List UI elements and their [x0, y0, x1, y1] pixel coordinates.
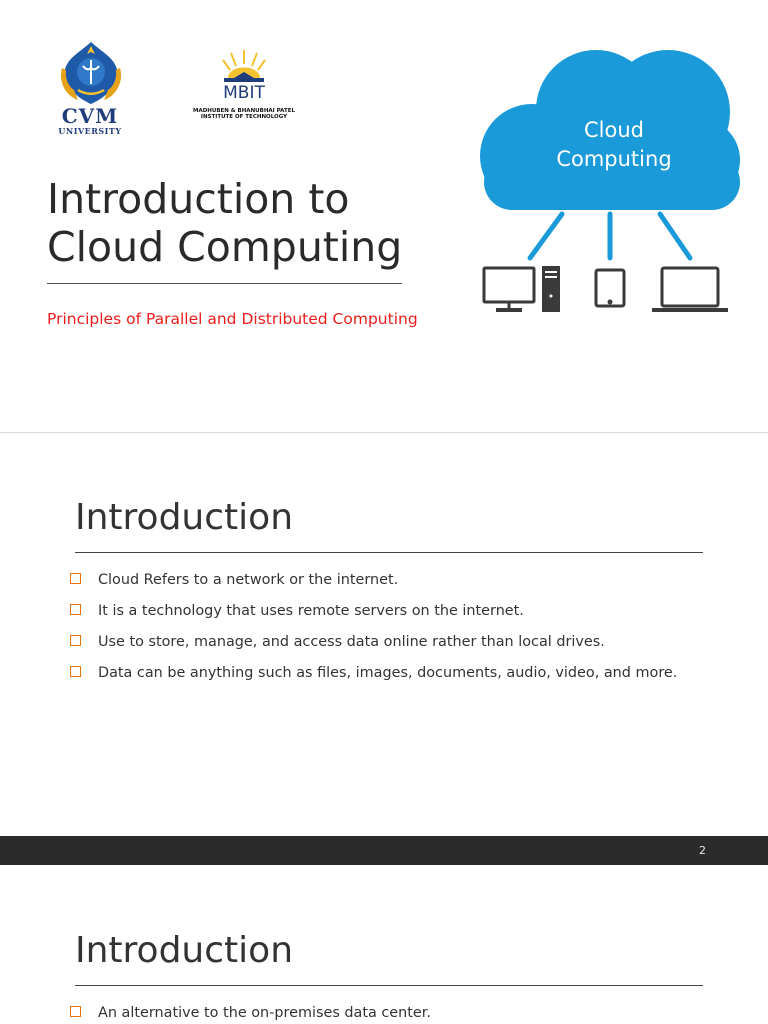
page-number: 2 — [699, 844, 706, 857]
tablet-icon — [596, 270, 624, 306]
laptop-icon — [652, 268, 728, 310]
list-item-text: An alternative to the on-premises data center. — [98, 1005, 431, 1021]
checkbox-bullet-icon — [70, 1006, 81, 1017]
slide-title: Introduction — [75, 497, 294, 538]
checkbox-bullet-icon — [70, 573, 81, 584]
slide-footer-bar — [0, 836, 768, 865]
presentation-title-line2: Cloud Computing — [47, 223, 403, 271]
cloud-label-line2: Computing — [556, 147, 672, 171]
mbit-sun-icon — [220, 46, 268, 86]
mbit-logo-text: MBIT — [223, 83, 265, 103]
list-item — [70, 570, 702, 590]
introduction-slide-continued — [0, 865, 768, 1024]
cvm-logo-subtext: UNIVERSITY — [58, 126, 122, 136]
cvm-emblem-icon — [56, 38, 126, 108]
bullet-list — [70, 570, 702, 694]
list-item-text: It is a technology that uses remote servers on the internet. — [98, 603, 524, 619]
desktop-computer-icon — [484, 268, 534, 310]
cloud-computing-illustration — [476, 44, 746, 324]
connection-lines — [530, 214, 690, 258]
mbit-logo-subtext-line1: MADHUBEN & BHANUBHAI PATEL — [192, 108, 296, 114]
introduction-slide — [0, 433, 768, 836]
list-item — [70, 632, 702, 652]
checkbox-bullet-icon — [70, 604, 81, 615]
checkbox-bullet-icon — [70, 635, 81, 646]
title-divider — [47, 283, 402, 284]
checkbox-bullet-icon — [70, 666, 81, 677]
mbit-logo-subtext-line2: INSTITUTE OF TECHNOLOGY — [200, 114, 288, 120]
presentation-title-line1: Introduction to — [47, 175, 350, 223]
list-item-text: Cloud Refers to a network or the internet. — [98, 572, 399, 588]
cvm-logo-text: CVM — [61, 104, 119, 128]
cloud-label-line1: Cloud — [584, 118, 644, 142]
list-item — [70, 663, 702, 683]
title-slide — [0, 0, 768, 432]
slide-title: Introduction — [75, 930, 294, 971]
cvm-university-logo — [48, 38, 132, 134]
tower-pc-icon — [542, 266, 560, 312]
bullet-list — [70, 1003, 702, 1024]
slide-title-divider — [75, 985, 703, 986]
presentation-subtitle: Principles of Parallel and Distributed Computing — [47, 310, 418, 328]
presentation-title — [47, 175, 447, 271]
list-item-text: Use to store, manage, and access data online rather than local drives. — [98, 634, 605, 650]
mbit-logo — [186, 46, 302, 126]
list-item — [70, 1003, 702, 1023]
list-item — [70, 601, 702, 621]
slide-title-divider — [75, 552, 703, 553]
list-item-text: Data can be anything such as files, images, documents, audio, video, and more. — [98, 665, 678, 681]
